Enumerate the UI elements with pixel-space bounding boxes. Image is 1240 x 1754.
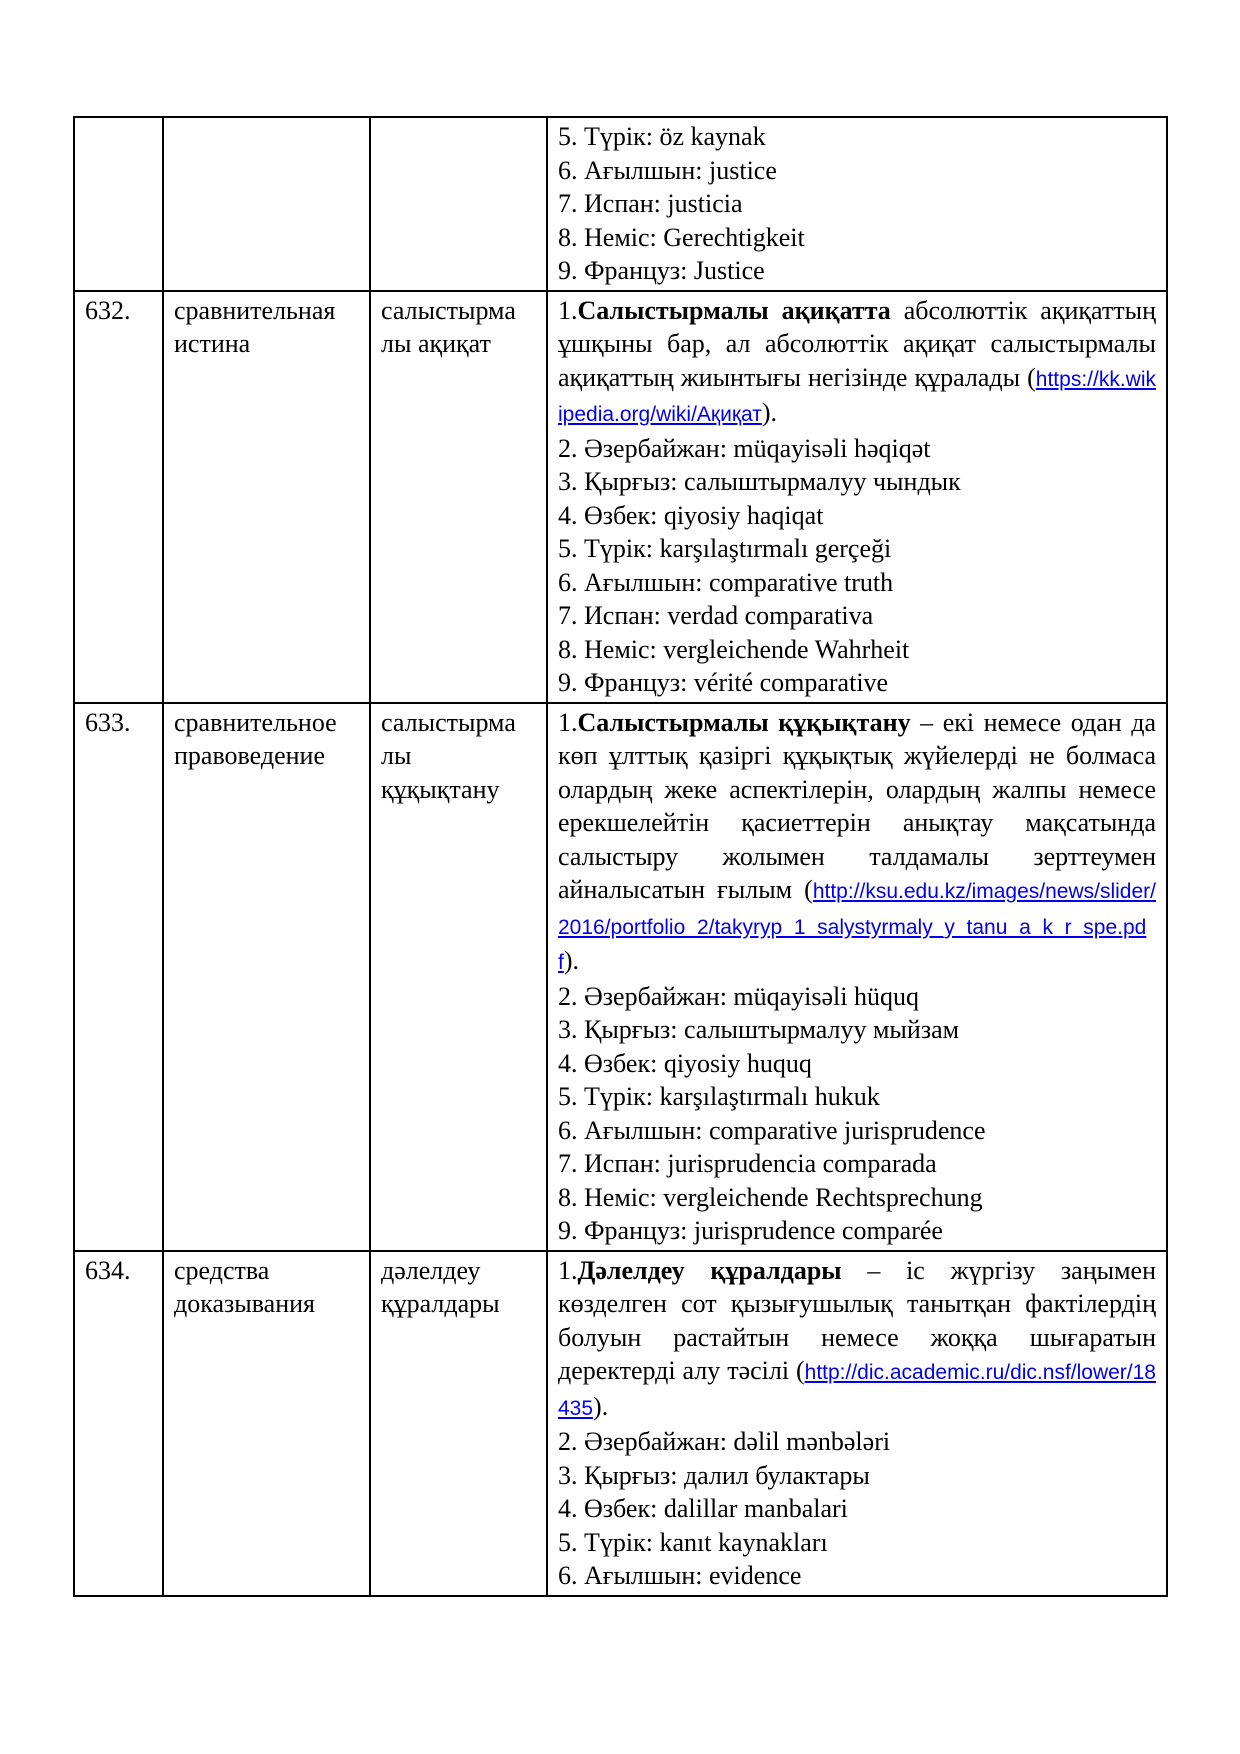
translation-line: 4. Өзбек: qiyosiy haqiqat bbox=[558, 500, 824, 530]
translation-line: 4. Өзбек: qiyosiy huquq bbox=[558, 1048, 812, 1078]
definition-term: Салыстырмалы құқықтану bbox=[577, 707, 911, 737]
kazakh-term: дәлелдеу құралдары bbox=[370, 1251, 547, 1596]
table-row bbox=[74, 117, 1167, 291]
definition-prefix: 1. bbox=[558, 295, 578, 325]
entry-number: 634. bbox=[74, 1251, 163, 1596]
translation-line: 6. Ағылшын: comparative truth bbox=[558, 567, 894, 597]
russian-term bbox=[163, 117, 370, 291]
definition-term: Салыстырмалы ақиқатта bbox=[577, 295, 891, 325]
translation-line: 4. Өзбек: dalillar manbalari bbox=[558, 1494, 848, 1523]
translation-line: 3. Қырғыз: далил булактары bbox=[558, 1460, 870, 1490]
definition-prefix: 1. bbox=[558, 707, 578, 737]
source-link[interactable]: https://kk.wikipedia.org/wiki/Ақиқат bbox=[558, 367, 1156, 426]
translation-line: 8. Неміс: vergleichende Rechtsprechung bbox=[558, 1182, 983, 1212]
source-link[interactable]: http://ksu.edu.kz/images/news/slider/2016/portfolio_2/takyryp_1_salystyrmaly_y_tanu_a_k_r_spe.pdf bbox=[558, 880, 1156, 974]
translation-line: 9. Француз: vérité comparative bbox=[558, 668, 889, 697]
translation-line: 2. Әзербайжан: müqayisəli həqiqət bbox=[558, 433, 931, 463]
glossary-table bbox=[73, 116, 1168, 1597]
table-row bbox=[74, 703, 1167, 1251]
definition-tail: ). bbox=[563, 946, 580, 975]
translation-line: 5. Түрік: karşılaştırmalı hukuk bbox=[558, 1082, 880, 1111]
definition-body: – іс жүргізу заңымен көзделген сот қызығушылық танытқан фактілердің болуын растайтын немесе жоққа шығаратын деректерді алу тәсілі ( bbox=[558, 1255, 1156, 1385]
definition-tail: ). bbox=[593, 1391, 609, 1421]
definition-body: – екі немесе одан да көп ұлттық қазіргі құқықтық жүйелерді не болмаса олардың жеке аспектілерін, олардың жалпы немесе ерекшелейтін қасиеттерін анықтау мақсатында салыстыру жолымен талдамалы зерттеумен айналысатын ғылым ( bbox=[558, 707, 1156, 904]
translation-line: 7. Испан: verdad comparativa bbox=[558, 601, 874, 630]
definition-body: абсолюттік ақиқаттың ұшқыны бар, ал абсолюттік ақиқат салыстырмалы ақиқаттың жиынтығы негізінде құралады ( bbox=[558, 295, 1156, 392]
translation-line: 5. Түрік: öz kaynak bbox=[558, 122, 766, 151]
russian-term: сравнительная истина bbox=[163, 291, 370, 703]
kazakh-term bbox=[370, 117, 547, 291]
translation-line: 9. Француз: jurisprudence comparée bbox=[558, 1216, 943, 1245]
entry-number: 633. bbox=[74, 703, 163, 1251]
translation-line: 2. Әзербайжан: dəlil mənbələri bbox=[558, 1427, 891, 1456]
translation-line: 6. Ағылшын: comparative jurisprudence bbox=[558, 1115, 986, 1145]
definition-text bbox=[558, 706, 1156, 980]
definition-tail: ). bbox=[761, 398, 778, 427]
definition-cell bbox=[547, 117, 1167, 291]
definition-text bbox=[558, 1254, 1156, 1426]
kazakh-term: салыстырма лы ақиқат bbox=[370, 291, 547, 703]
translation-line: 6. Ағылшын: evidence bbox=[558, 1561, 802, 1590]
table-row bbox=[74, 291, 1167, 703]
definition-cell bbox=[547, 1251, 1167, 1596]
translation-line: 7. Испан: justicia bbox=[558, 189, 743, 218]
translation-line: 6. Ағылшын: justice bbox=[558, 155, 777, 185]
translation-line: 3. Қырғыз: салыштырмалуу мыйзам bbox=[558, 1015, 960, 1044]
definition-text bbox=[558, 294, 1156, 432]
definition-prefix: 1. bbox=[558, 1255, 578, 1285]
translation-line: 8. Неміс: Gerechtigkeit bbox=[558, 222, 805, 252]
kazakh-term: салыстырма лы құқықтану bbox=[370, 703, 547, 1251]
translation-line: 5. Түрік: kanıt kaynakları bbox=[558, 1527, 828, 1557]
table-row bbox=[74, 1251, 1167, 1596]
translation-line: 9. Француз: Justice bbox=[558, 256, 765, 285]
definition-cell bbox=[547, 703, 1167, 1251]
source-link[interactable]: http://dic.academic.ru/dic.nsf/lower/18435 bbox=[558, 1361, 1156, 1420]
translation-line: 5. Түрік: karşılaştırmalı gerçeği bbox=[558, 534, 892, 563]
russian-term: сравнительное правоведение bbox=[163, 703, 370, 1251]
definition-term: Дәлелдеу құралдары bbox=[577, 1255, 842, 1285]
definition-cell bbox=[547, 291, 1167, 703]
russian-term: средства доказывания bbox=[163, 1251, 370, 1596]
translation-line: 7. Испан: jurisprudencia comparada bbox=[558, 1149, 937, 1178]
entry-number bbox=[74, 117, 163, 291]
translation-line: 8. Неміс: vergleichende Wahrheit bbox=[558, 634, 910, 664]
translation-line: 2. Әзербайжан: müqayisəli hüquq bbox=[558, 981, 920, 1011]
entry-number: 632. bbox=[74, 291, 163, 703]
translation-line: 3. Қырғыз: салыштырмалуу чындык bbox=[558, 467, 961, 496]
